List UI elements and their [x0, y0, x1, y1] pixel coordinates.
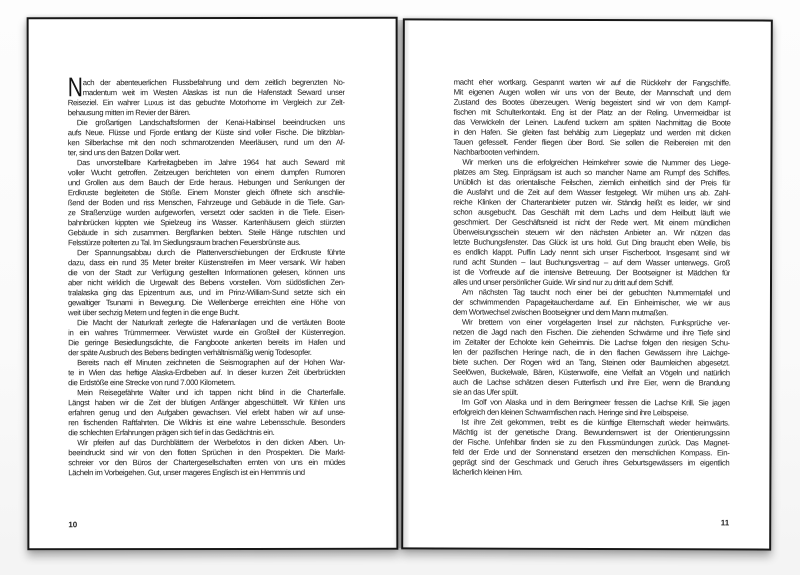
text-line: Wir pfeifen auf das Durchblättern der Werbefotos in den dicken Alben. Un- — [77, 437, 346, 448]
text-line: Erdkruste begleiteten die Stöße. Einem Monster gleich öffnete sich anschlie- — [67, 187, 345, 198]
text-line: te in Wien das heftige Alaska-Erdbeben auf. In dieser kurzen Zeit überbrückten — [68, 367, 346, 378]
text-line: das Verwickeln der Leinen. Laufend tuckern am späten Nachmittag die Boote — [453, 117, 731, 128]
text-line: Im Golf von Alaska und in dem Beringmeer fressen die Lachse Krill. Sie jagen — [461, 397, 730, 408]
text-line: ren fischenden Raftfahrten. Die Wildnis ist eine wahre Lebensschule. Besonders — [68, 417, 346, 428]
paragraph — [68, 388, 345, 438]
text-line: schon ausgebucht. Das Geschäft mit dem Lachs und dem Heilbutt läuft wie — [453, 207, 731, 218]
text-line: bahnbrücken kippten wie Spielzeug ins Wasser. Kartenhäusern gleich stürzten — [67, 217, 345, 228]
text-line: voller Wucht getroffen. Zeitzeugen berichteten von einem dumpfen Rumoren — [67, 167, 345, 178]
text-line: reiche Klinken der Charteranbieter putzen wir. Ständig heißt es leider, wir sind — [453, 197, 731, 208]
paragraph — [453, 288, 730, 319]
text-line: Zustand des Bootes überzeugen. Wenig begeistert sind wir von dem Kampf- — [453, 97, 731, 108]
text-line: tralalaska ging das Epizentrum aus, und im Prinz-William-Sund setzte sich ein — [68, 287, 346, 298]
text-line: len der pazifischen Heringe nach, die in den flachen Gewässern ihre Laichge- — [452, 347, 730, 358]
text-line: es endlich klappt. Puffin Lady nennt sich unser Fischerboot. Insgesamt sind wir — [453, 247, 731, 258]
paragraph — [68, 318, 345, 358]
text-line: Die geringe Besiedlungsdichte, die Fangboote ankerten bereits im Hafen und — [68, 337, 346, 348]
text-line: behausung mitten im Revier der Bären. — [67, 108, 191, 118]
text-line: und Grollen aus dem Bauch der Erde heraus. Hebungen und Senkungen der — [67, 177, 345, 188]
paragraph — [68, 118, 345, 158]
text-line: der schwimmenden Papageitaucherdame auf. Ein Einheimischer, wie wir aus — [452, 297, 730, 308]
text-line: geprägt sind der Geschmack und Geruch ihres Geburtsgewässers im eigentlich — [452, 457, 730, 468]
text-line: Wir brettern von einer vorgelagerten Insel zur nächsten. Funksprüche ver- — [461, 317, 730, 328]
text-line: ken Silberlachse mit den noch schmarotzenden Meerläusen, rund um den Af- — [67, 137, 345, 148]
text-line: biete suchen. Der Rogen wird an Tang, Steinen oder Baumleichen abgesetzt. — [452, 357, 730, 368]
left-page-number: 10 — [68, 520, 78, 530]
text-line: Seelöwen, Buckelwale, Bären, Küstenwolfe, eine Vielfalt an Vögeln und natürlich — [452, 367, 730, 378]
left-page — [27, 17, 399, 551]
text-line: alles und unser persönlicher Guide. Wir sind nur zu dritt auf dem Schiff. — [452, 277, 674, 288]
text-line: Überweisungsschein steuern wir den nächsten Anbieter an. Wir nützen das — [453, 227, 731, 238]
text-line: fischen mit Schulterkontakt. Eng ist der Platz an der Reling. Unvermeidbar ist — [453, 107, 731, 118]
text-line: aufs Neue. Flüsse und Fjorde entlang der Küste sind voller Fische. Die blitzblan- — [67, 127, 345, 138]
text-line: Reiseziel. Ein wahrer Luxus ist das gebuchte Motorhome im Vergleich zur Zelt- — [67, 97, 345, 108]
text-line: Mit eigenen Augen wollen wir uns von der Beute, der Mannschaft und dem — [453, 87, 731, 98]
text-line: geschmiert. Der Geschäftsneid ist nicht der Rede wert. Mit einem mündlichen — [453, 217, 731, 228]
text-line: Die großartigen Landschaftsformen der Kenai-Halbinsel beeindrucken uns — [76, 117, 345, 128]
text-line: Nachbarbooten verhindern. — [453, 147, 540, 157]
text-line: im Zeitalter der Echolote kein Geheimnis. Die Lachse folgen den riesigen Schu- — [452, 337, 730, 348]
text-line: Das unvorstellbare Karfreitagbeben im Jahre 1964 hat auch Seward mit — [76, 157, 345, 168]
paragraph — [453, 78, 730, 159]
text-line: gewaltiger Tsunami in Bewegung. Die Wellenberge erreichten eine Höhe von — [68, 297, 346, 308]
text-line: aber nicht wirklich die Urgewalt des Bebens vorstellen. Vom südöstlichen Zen- — [67, 277, 346, 288]
text-line: Am nächsten Tag taucht noch einer bei der gebuchten Nummerntafel und — [461, 287, 730, 298]
text-line: netzen die Jagd nach den Fischen. Die ziehenden Schwärme und ihre Tiefe sind — [452, 327, 730, 338]
text-line: die Ausfahrt und die Zeit auf dem Wasser festgelegt. Wir mühen uns ab. Zahl- — [453, 187, 731, 198]
text-line: letzte Buchungsfenster. Das Glück ist uns hold. Gut Ding braucht eben Weile, bis — [453, 237, 731, 248]
paragraph — [68, 248, 345, 318]
text-line: Bereits nach elf Minuten zeichneten die Seismographen auf der Hohen War- — [77, 357, 346, 368]
text-line: Wir merken uns die erfolgreichen Heimkehrer sowie die Nummer des Liege- — [462, 157, 731, 168]
text-line: ter, sind uns den Batzen Dollar wert. — [67, 148, 181, 158]
text-line: Felsstürze polterten zu Tal. Im Siedlungsraum brachen Feuersbrünste aus. — [67, 237, 301, 248]
text-line: die von der Stadt zur Verfügung gestellten Informationen gelesen, können uns — [67, 267, 345, 278]
text-line: madentum weit im Westen Alaskas ist nun die Hafenstadt Seward unser — [82, 87, 345, 98]
text-line: dazu, dass ein rund 35 Meter breiter Küstenstreifen im Meer versank. Wir haben — [67, 257, 345, 268]
text-line: rund acht Stunden – laut Buchungsvertrag – auf dem Wasser unterwegs. Groß — [453, 257, 731, 268]
text-line: erfahren genug und den Aufgaben gewachsen. Viel erlebt haben wir auf unse- — [68, 407, 346, 418]
text-line: der Fische. Unfehlbar finden sie zu den Flussmündungen zurück. Das Magnet- — [452, 437, 730, 448]
text-line: feld der Erde und der Sonnenstand ersetzen den menschlichen Kompass. Ein- — [452, 447, 730, 458]
text-line: macht eher wortkarg. Gespannt warten wir auf die Rückkehr der Fangschiffe. — [453, 77, 731, 88]
text-line: platzes am Steg. Einprägsam ist auch so mancher Name am Rumpf des Schiffes. — [453, 167, 731, 178]
text-line: Der Spannungsabbau durch die Plattenverschiebungen der Erdkruste führte — [76, 247, 345, 258]
text-line: ze Straßenzüge wurden aufgeworfen, versetzt oder sackten in die Tiefe. Eisen- — [67, 207, 345, 218]
right-page-number: 11 — [720, 518, 730, 528]
text-line: die Erdstöße eine Strecke von rund 7.000 Kilometern. — [68, 377, 236, 388]
paragraph — [68, 438, 345, 478]
text-line: erfolgreich den kleinen Schwarmfischen nach. Heringe sind ihre Leibspeise. — [452, 407, 689, 418]
text-line: Längst haben wir die Zeit der blutigen Anfänger abgeschüttelt. Wir fühlen uns — [68, 397, 346, 408]
text-line: schreier vor den Büros der Chartergesellschaften ernten von uns ein müdes — [68, 457, 346, 468]
text-line: Gebäude in sich zusammen. Bergflanken bebten. Steile Hänge rutschten und — [67, 227, 345, 238]
text-line: die schlechten Erfahrungen prägen sich tief in das Gedächtnis ein. — [68, 427, 275, 438]
text-line: Mächtig ist der genetische Drang. Bewundernswert ist der Orientierungssinn — [452, 427, 730, 438]
paragraph — [67, 72, 345, 118]
paragraph — [68, 158, 345, 248]
text-line: ßend der Boden und riss Menschen, Fahrzeuge und Gebäude in die Tiefe. Gan- — [67, 197, 345, 208]
text-line: weit über sechzig Metern und fegten in die enge Bucht. — [68, 307, 240, 318]
paragraph — [452, 418, 729, 479]
paragraph — [68, 358, 345, 388]
paragraph — [453, 318, 730, 399]
text-line: der späte Ausbruch des Bebens bedingten verhältnismäßig wenig Todesopfer. — [68, 347, 312, 358]
drop-cap: N — [67, 72, 83, 103]
text-line: beeindruckt sind wir von den flotten Sprüchen in den Prospekten. Die Markt- — [68, 447, 346, 458]
left-page-text-block — [67, 72, 346, 478]
text-line: Tauen gefesselt. Fender fliegen über Bord. Sie sollen die Reibereien mit den — [453, 137, 731, 148]
text-line: auch die Lachse schätzen diesen Futterfisch und ihre Eier, wenn die Brandung — [452, 377, 730, 388]
text-line: Die Macht der Naturkraft zerlegte die Hafenanlagen und die vertäuten Boote — [77, 317, 346, 328]
text-line: in den Hafen. Sie gleiten fast behäbig zum Liegeplatz und werden mit dicken — [453, 127, 731, 138]
right-page — [401, 18, 773, 550]
text-line: in ein wahres Trümmermeer. Verwüstet wurde ein Großteil der Küstenregion. — [68, 327, 346, 338]
text-line: sie an das Ufer spült. — [452, 387, 519, 397]
text-line: dem Wortwechsel zwischen Bootseigner und dem Mann mutmaßen. — [452, 307, 668, 318]
text-line: Mein Reisegefährte Walter und ich tappen nicht blind in die Charterfalle. — [77, 387, 346, 398]
right-page-text-block — [452, 78, 730, 479]
text-line: Unüblich ist das orientalische Feilschen, ziemlich einheitlich sind der Preis für — [453, 177, 731, 188]
text-line: lächerlich kleinen Hirn. — [452, 467, 523, 477]
text-line: Lächeln im Vorbeigehen. Gut, unser mageres Englisch ist ein Hemmnis und — [68, 467, 305, 478]
text-line: ach der abenteuerlichen Flussbefahrung und dem zeitlich begrenzten No- — [82, 77, 345, 88]
paragraph — [453, 398, 730, 419]
text-line: ist die Vorfreude auf die intensive Betreuung. Der Bootseigner ist Mädchen für — [453, 267, 731, 278]
text-line: Ist ihre Zeit gekommen, treibt es die künftige Elternschaft wieder heimwärts. — [461, 417, 730, 428]
paragraph — [453, 158, 730, 289]
